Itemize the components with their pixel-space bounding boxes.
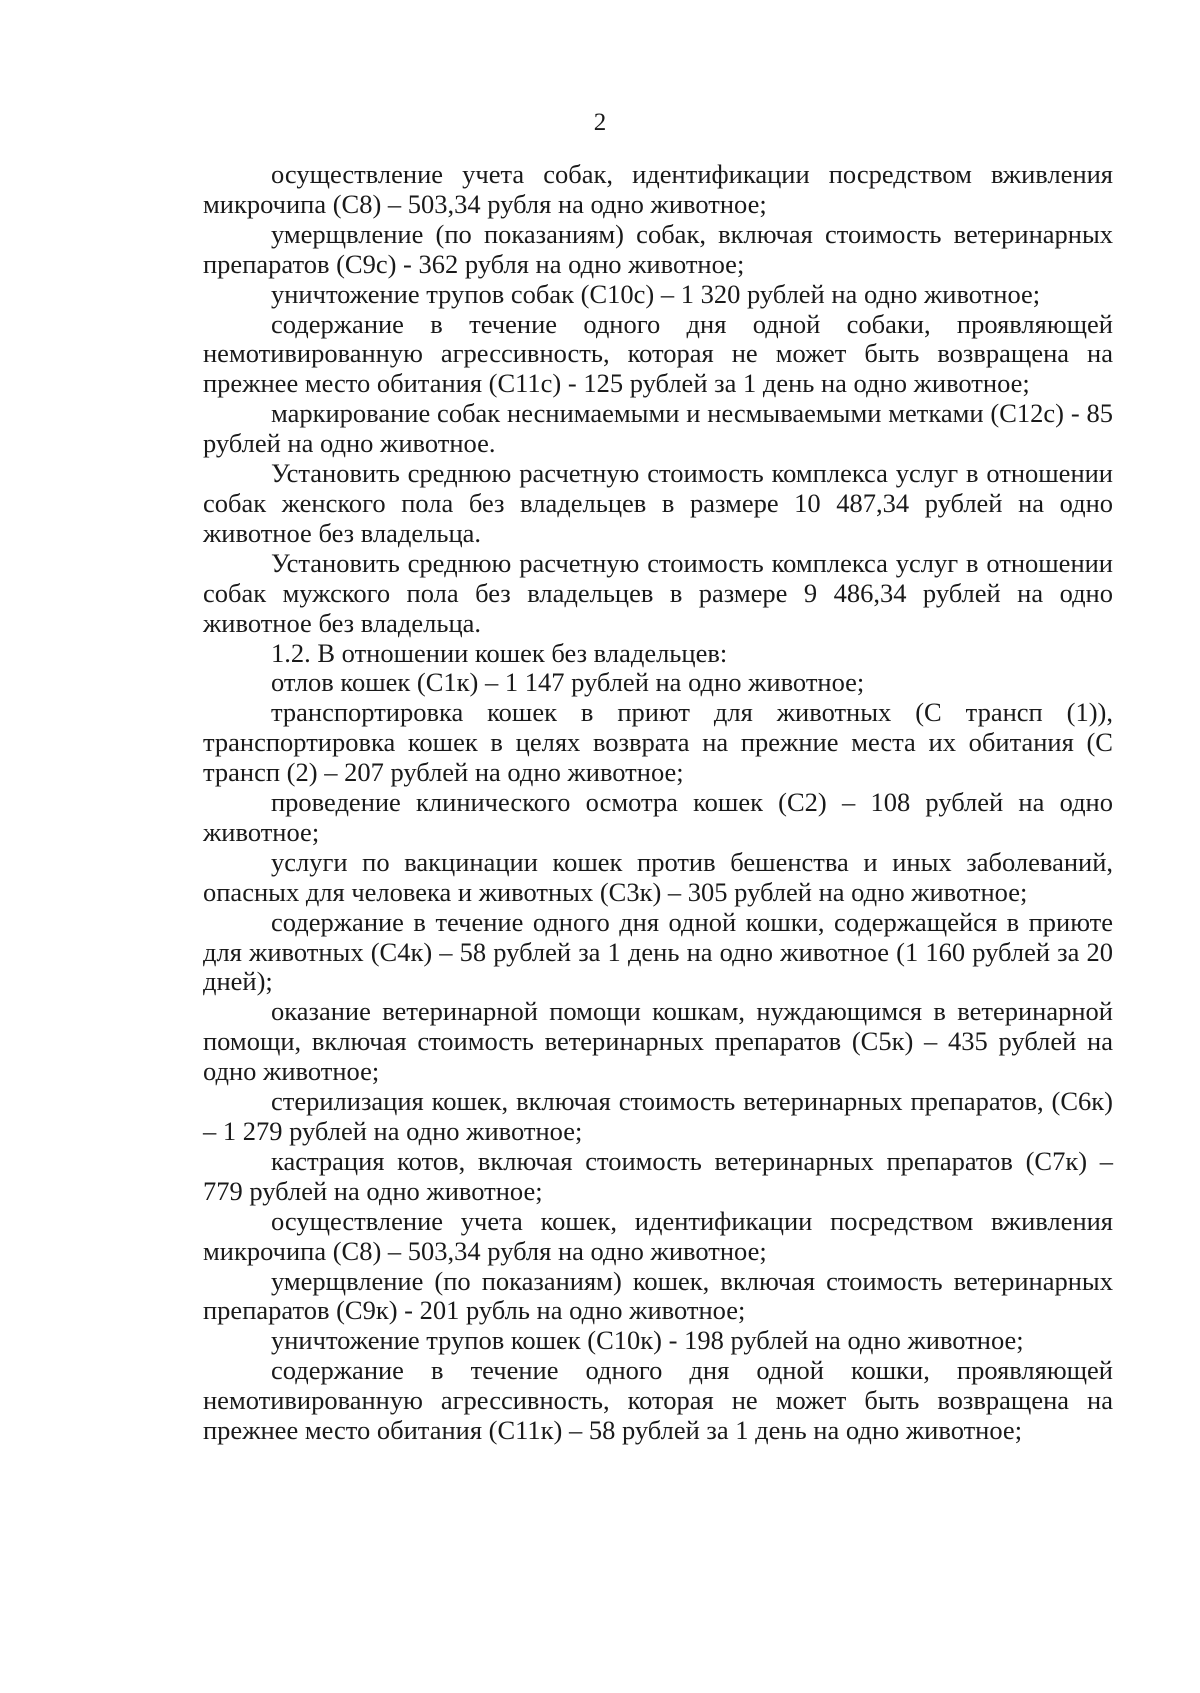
paragraph-cats-euthanasia: умерщвление (по показаниям) кошек, включая стоимость ветеринарных препаратов (С9к) - 201 рубль на одно животное; [203, 1265, 1113, 1326]
paragraph-dogs-carcass-disposal: уничтожение трупов собак (С10с) – 1 320 рублей на одно животное; [271, 278, 1041, 309]
paragraph-cats-sterilization: стерилизация кошек, включая стоимость ветеринарных препаратов, (С6к) – 1 279 рублей на одно животное; [203, 1086, 1113, 1146]
paragraph-male-dogs-total: Установить среднюю расчетную стоимость комплекса услуг в отношении собак мужского пола без владельцев в размере 9 486,34 рублей на одно животное без владельца. [203, 547, 1113, 638]
paragraph-dogs-marking: маркирование собак неснимаемыми и несмываемыми метками (С12с) - 85 рублей на одно животное. [203, 398, 1113, 459]
paragraph-cats-aggressive-keeping: содержание в течение одного дня одной кошки, проявляющей немотивированную агрессивность, которая не может быть возвращена на прежнее место обитания (С11к) – 58 рублей за 1 день на одно животное; [203, 1355, 1113, 1446]
paragraph-cats-vet-care: оказание ветеринарной помощи кошкам, нуждающимся в ветеринарной помощи, включая стоимость ветеринарных препаратов (С5к) – 435 рублей на одно животное; [203, 996, 1113, 1087]
section-heading-cats: 1.2. В отношении кошек без владельцев: [271, 637, 728, 668]
paragraph-dogs-microchip: осуществление учета собак, идентификации посредством вживления микрочипа (С8) – 503,34 рубля на одно животное; [203, 159, 1113, 219]
document-body [203, 160, 1113, 1446]
paragraph-dogs-euthanasia: умерщвление (по показаниям) собак, включая стоимость ветеринарных препаратов (С9с) - 362 рубля на одно животное; [203, 218, 1113, 279]
paragraph-cats-transport: транспортировка кошек в приют для животных (С трансп (1)), транспортировка кошек в целях возврата на прежние места их обитания (С трансп (2) – 207 рублей на одно животное; [203, 697, 1113, 788]
paragraph-cats-shelter-keeping: содержание в течение одного дня одной кошки, содержащейся в приюте для животных (С4к) – 58 рублей за 1 день на одно животное (1 160 рублей за 20 дней); [203, 906, 1113, 997]
paragraph-dogs-aggressive-keeping: содержание в течение одного дня одной собаки, проявляющей немотивированную агрессивность, которая не может быть возвращена на прежнее место обитания (С11с) - 125 рублей за 1 день на одно животное; [203, 308, 1113, 399]
paragraph-cats-clinical-exam: проведение клинического осмотра кошек (С2) – 108 рублей на одно животное; [203, 787, 1113, 847]
page-number: 2 [593, 109, 607, 136]
paragraph-cats-microchip: осуществление учета кошек, идентификации посредством вживления микрочипа (С8) – 503,34 рубля на одно животное; [203, 1205, 1113, 1266]
paragraph-cats-castration: кастрация котов, включая стоимость ветеринарных препаратов (С7к) – 779 рублей на одно животное; [203, 1145, 1113, 1206]
paragraph-cats-capture: отлов кошек (С1к) – 1 147 рублей на одно животное; [271, 667, 865, 698]
paragraph-female-dogs-total: Установить среднюю расчетную стоимость комплекса услуг в отношении собак женского пола без владельцев в размере 10 487,34 рублей на одно животное без владельца. [203, 458, 1113, 548]
paragraph-cats-vaccination: услуги по вакцинации кошек против бешенства и иных заболеваний, опасных для человека и животных (С3к) – 305 рублей на одно животное; [203, 846, 1113, 907]
paragraph-cats-carcass-disposal: уничтожение трупов кошек (С10к) - 198 рублей на одно животное; [271, 1325, 1024, 1356]
